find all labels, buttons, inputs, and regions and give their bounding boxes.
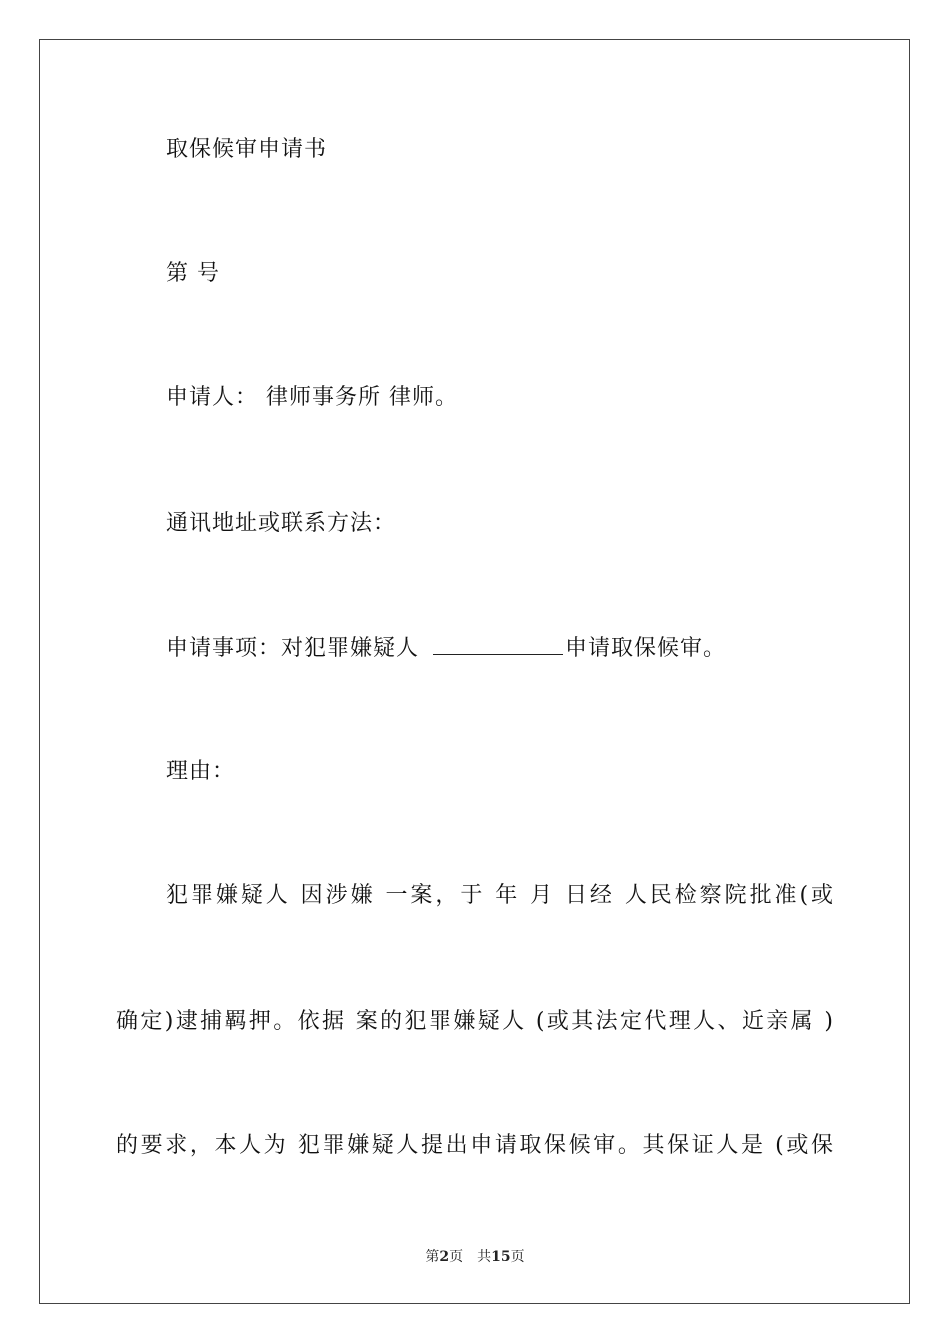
suspect-name-blank [433, 634, 563, 655]
applicant-line: 申请人： 律师事务所 律师。 [166, 385, 458, 410]
application-item-prefix: 申请事项：对犯罪嫌疑人 [166, 636, 420, 661]
page-mid: 页 共 [449, 1249, 492, 1265]
page-current: 2 [439, 1249, 450, 1265]
body-paragraph-line-2: 确定)逮捕羁押。依据 案的犯罪嫌疑人 (或其法定代理人、近亲属 ) [116, 1009, 834, 1034]
application-item-suffix: 申请取保候审。 [565, 636, 727, 661]
reason-label: 理由： [166, 759, 236, 784]
body-text-1: 犯罪嫌疑人 因涉嫌 一案，于 年 月 日经 人民检察院批准(或 [166, 883, 834, 908]
page-total: 15 [491, 1249, 511, 1265]
document-number: 第 号 [166, 261, 220, 286]
body-paragraph-line-3: 的要求，本人为 犯罪嫌疑人提出申请取保候审。其保证人是 (或保 [116, 1133, 834, 1158]
page-footer [0, 1248, 950, 1266]
address-line: 通讯地址或联系方法： [166, 511, 397, 536]
application-item-line [166, 634, 726, 663]
page-suffix: 页 [510, 1249, 525, 1265]
document-title: 取保候审申请书 [166, 137, 328, 162]
page-border [39, 39, 910, 1304]
page-prefix: 第 [425, 1249, 440, 1265]
body-paragraph-line-1 [116, 882, 834, 910]
